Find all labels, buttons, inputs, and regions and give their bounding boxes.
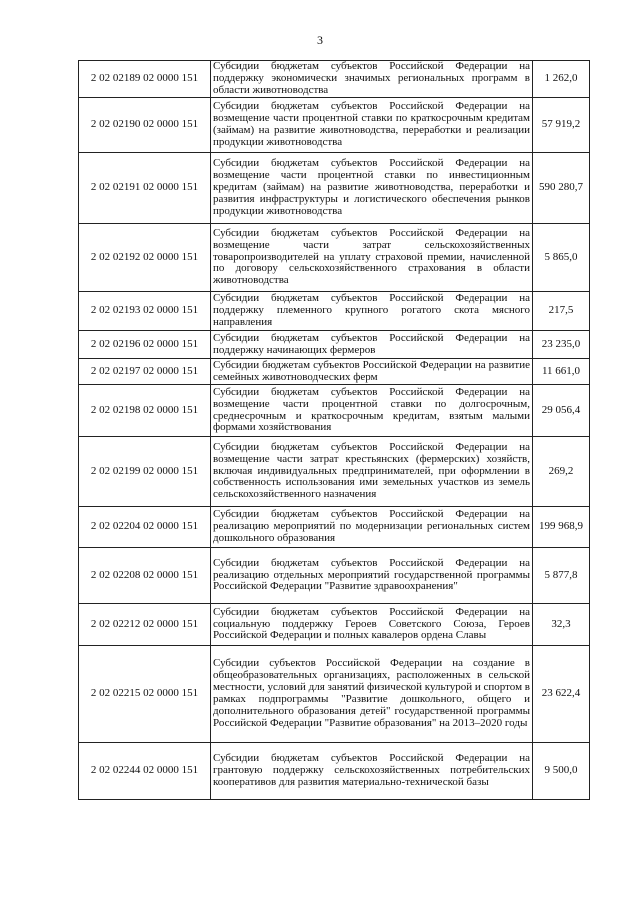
budget-code-cell: 2 02 02198 02 0000 151 — [79, 385, 211, 437]
amount-cell: 1 262,0 — [533, 61, 590, 98]
table-row — [79, 437, 590, 507]
table-row — [79, 548, 590, 604]
amount-cell: 11 661,0 — [533, 359, 590, 385]
description-cell: Субсидии бюджетам субъектов Российской Федерации на реализацию мероприятий по модернизации региональных систем дошкольного образования — [211, 507, 533, 548]
amount-cell: 23 622,4 — [533, 646, 590, 743]
description-cell: Субсидии бюджетам субъектов Российской Федерации на поддержку экономически значимых региональных программ в области животноводства — [211, 61, 533, 98]
budget-code-cell: 2 02 02192 02 0000 151 — [79, 224, 211, 292]
page-number: 3 — [317, 33, 323, 47]
description-cell: Субсидии бюджетам субъектов Российской Федерации на поддержку начинающих фермеров — [211, 331, 533, 359]
budget-table-body — [79, 61, 590, 800]
budget-code-cell: 2 02 02190 02 0000 151 — [79, 98, 211, 153]
budget-code-cell: 2 02 02208 02 0000 151 — [79, 548, 211, 604]
amount-cell: 590 280,7 — [533, 153, 590, 224]
budget-code-cell: 2 02 02189 02 0000 151 — [79, 61, 211, 98]
table-row — [79, 646, 590, 743]
table-row — [79, 743, 590, 800]
table-row — [79, 98, 590, 153]
budget-code-cell: 2 02 02215 02 0000 151 — [79, 646, 211, 743]
amount-cell: 32,3 — [533, 604, 590, 646]
budget-code-cell: 2 02 02212 02 0000 151 — [79, 604, 211, 646]
budget-code-cell: 2 02 02244 02 0000 151 — [79, 743, 211, 800]
budget-code-cell: 2 02 02196 02 0000 151 — [79, 331, 211, 359]
table-row — [79, 61, 590, 98]
amount-cell: 23 235,0 — [533, 331, 590, 359]
amount-cell: 199 968,9 — [533, 507, 590, 548]
description-cell: Субсидии бюджетам субъектов Российской Федерации на реализацию отдельных мероприятий государственной программы Российской Федерации "Развитие здравоохранения" — [211, 548, 533, 604]
amount-cell: 217,5 — [533, 292, 590, 331]
description-cell: Субсидии бюджетам субъектов Российской Федерации на возмещение части процентной ставки по инвестиционным кредитам (займам) на развитие животноводства, переработки и развития инфраструктуры и логистического обеспечения рынков продукции животноводства — [211, 153, 533, 224]
table-row — [79, 224, 590, 292]
description-cell: Субсидии бюджетам субъектов Российской Федерации на поддержку племенного крупного рогатого скота мясного направления — [211, 292, 533, 331]
amount-cell: 5 877,8 — [533, 548, 590, 604]
budget-code-cell: 2 02 02204 02 0000 151 — [79, 507, 211, 548]
description-cell: Субсидии субъектов Российской Федерации на создание в общеобразовательных организациях, расположенных в сельской местности, условий для занятий физической культурой и спортом в рамках подпрограммы "Развитие дошкольного, общего и дополнительного образования детей" государственной программы Российской Федерации "Развитие образования" на 2013–2020 годы — [211, 646, 533, 743]
description-cell: Субсидии бюджетам субъектов Российской Федерации на возмещение части затрат сельскохозяйственных товаропроизводителей на уплату страховой премии, начисленной по договору сельскохозяйственного страхования в области животноводства — [211, 224, 533, 292]
table-row — [79, 385, 590, 437]
amount-cell: 57 919,2 — [533, 98, 590, 153]
amount-cell: 9 500,0 — [533, 743, 590, 800]
description-cell: Субсидии бюджетам субъектов Российской Федерации на развитие семейных животноводческих ферм — [211, 359, 533, 385]
table-row — [79, 331, 590, 359]
description-cell: Субсидии бюджетам субъектов Российской Федерации на возмещение части процентной ставки по долгосрочным, среднесрочным и краткосрочным кредитам, взятым малыми формами хозяйствования — [211, 385, 533, 437]
budget-code-cell: 2 02 02191 02 0000 151 — [79, 153, 211, 224]
budget-code-cell: 2 02 02193 02 0000 151 — [79, 292, 211, 331]
table-row — [79, 604, 590, 646]
description-cell: Субсидии бюджетам субъектов Российской Федерации на социальную поддержку Героев Советского Союза, Героев Российской Федерации и полных кавалеров ордена Славы — [211, 604, 533, 646]
budget-table — [78, 60, 590, 800]
table-row — [79, 292, 590, 331]
amount-cell: 29 056,4 — [533, 385, 590, 437]
budget-code-cell: 2 02 02199 02 0000 151 — [79, 437, 211, 507]
table-row — [79, 359, 590, 385]
description-cell: Субсидии бюджетам субъектов Российской Федерации на грантовую поддержку сельскохозяйственных потребительских кооперативов для развития материально-технической базы — [211, 743, 533, 800]
table-row — [79, 507, 590, 548]
description-cell: Субсидии бюджетам субъектов Российской Федерации на возмещение части процентной ставки по краткосрочным кредитам (займам) на развитие животноводства, переработки и реализации продукции животноводства — [211, 98, 533, 153]
description-cell: Субсидии бюджетам субъектов Российской Федерации на возмещение части затрат крестьянских (фермерских) хозяйств, включая индивидуальных предпринимателей, при оформлении в собственность использования ими земельных участков из земель сельскохозяйственного назначения — [211, 437, 533, 507]
amount-cell: 5 865,0 — [533, 224, 590, 292]
amount-cell: 269,2 — [533, 437, 590, 507]
table-row — [79, 153, 590, 224]
budget-code-cell: 2 02 02197 02 0000 151 — [79, 359, 211, 385]
